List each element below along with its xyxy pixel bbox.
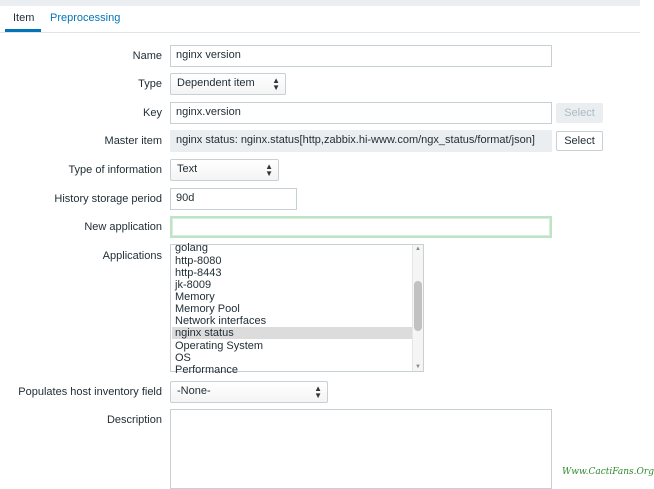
type-of-information-label: Type of information bbox=[68, 164, 162, 176]
name-label: Name bbox=[132, 50, 162, 62]
list-item[interactable]: http-8080 bbox=[175, 255, 222, 267]
master-item-select-button[interactable]: Select bbox=[556, 131, 603, 151]
key-select-button[interactable]: Select bbox=[556, 103, 603, 123]
scroll-up-arrow-icon[interactable]: ▲ bbox=[415, 246, 421, 252]
key-label: Key bbox=[143, 107, 162, 119]
watermark: Www.CactiFans.Org bbox=[562, 467, 654, 477]
scroll-down-arrow-icon[interactable]: ▼ bbox=[415, 364, 421, 370]
master-item-field: nginx status: nginx.status[http,zabbix.hi-www.com/ngx_status/format/json] bbox=[170, 130, 552, 152]
new-application-input[interactable] bbox=[170, 216, 552, 238]
inventory-field-value: -None- bbox=[177, 385, 211, 397]
applications-listbox[interactable] bbox=[170, 242, 424, 376]
scrollbar-thumb[interactable] bbox=[414, 281, 422, 331]
tab-bar bbox=[0, 6, 640, 33]
history-storage-label: History storage period bbox=[54, 193, 162, 205]
list-item[interactable]: http-8443 bbox=[175, 267, 222, 279]
list-item[interactable]: Network interfaces bbox=[175, 315, 267, 327]
description-label: Description bbox=[106, 414, 162, 426]
new-application-label: New application bbox=[84, 221, 162, 233]
type-label: Type bbox=[138, 78, 162, 90]
inventory-field-label: Populates host inventory field bbox=[18, 386, 162, 398]
updown-arrows-icon: ▲ ▼ bbox=[314, 384, 322, 400]
list-item[interactable]: Memory Pool bbox=[175, 303, 240, 315]
listbox-scrollbar[interactable] bbox=[412, 245, 423, 371]
type-select-value: Dependent item bbox=[177, 77, 255, 89]
list-item[interactable]: OS bbox=[175, 352, 191, 364]
key-input[interactable]: nginx.version bbox=[170, 102, 552, 124]
type-select[interactable] bbox=[170, 73, 286, 95]
tab-preprocessing[interactable]: Preprocessing bbox=[50, 12, 121, 24]
name-input[interactable]: nginx version bbox=[170, 45, 552, 67]
active-tab-indicator bbox=[5, 29, 41, 32]
applications-label: Applications bbox=[102, 250, 162, 262]
inventory-field-select[interactable] bbox=[170, 381, 328, 403]
list-item[interactable]: Performance bbox=[175, 364, 238, 376]
list-item-selected[interactable]: nginx status bbox=[172, 327, 414, 339]
updown-arrows-icon: ▲ ▼ bbox=[272, 76, 280, 92]
tab-item[interactable]: Item bbox=[13, 12, 35, 24]
type-of-information-select[interactable] bbox=[170, 159, 279, 181]
list-item[interactable]: Operating System bbox=[175, 340, 264, 352]
type-of-information-value: Text bbox=[177, 163, 198, 175]
description-textarea[interactable] bbox=[170, 409, 552, 489]
updown-arrows-icon: ▲ ▼ bbox=[265, 162, 273, 178]
master-item-label: Master item bbox=[104, 135, 162, 147]
list-item[interactable]: golang bbox=[175, 242, 209, 254]
history-storage-input[interactable]: 90d bbox=[170, 188, 297, 210]
list-item[interactable]: Memory bbox=[175, 291, 215, 303]
list-item[interactable]: jk-8009 bbox=[175, 279, 212, 291]
